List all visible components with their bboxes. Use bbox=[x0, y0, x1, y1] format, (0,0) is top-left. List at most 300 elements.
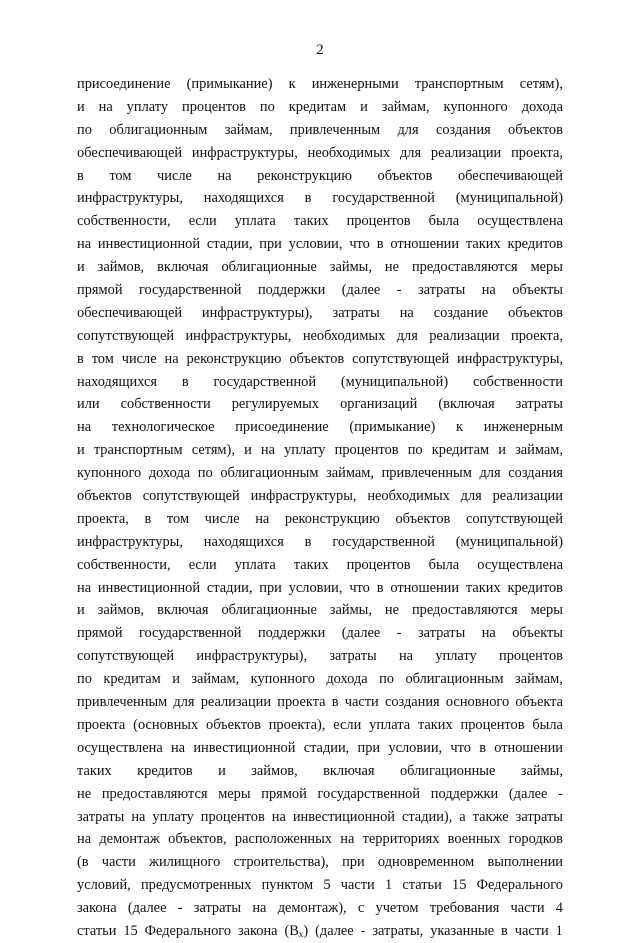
word: по bbox=[259, 98, 275, 115]
word: инфраструктуры, bbox=[185, 327, 292, 344]
word: что bbox=[450, 739, 471, 756]
word: осуществлена bbox=[77, 739, 163, 756]
word: кредитов bbox=[507, 579, 563, 596]
word: сопутствующей bbox=[77, 648, 175, 665]
word: статьи bbox=[77, 922, 117, 939]
word: на bbox=[260, 442, 275, 459]
word: государственной bbox=[317, 785, 421, 802]
word: затраты bbox=[193, 900, 242, 917]
word: процентов bbox=[499, 648, 563, 665]
word: находящихся bbox=[77, 373, 158, 390]
word: (основных bbox=[133, 716, 199, 733]
word: части bbox=[340, 877, 375, 894]
word: проекта bbox=[277, 694, 326, 711]
word: облигационным bbox=[220, 465, 319, 482]
word: транспортным bbox=[93, 442, 183, 459]
text-line bbox=[77, 485, 563, 508]
word: числе bbox=[204, 510, 240, 527]
word: (далее bbox=[341, 282, 381, 299]
word: процентов bbox=[334, 442, 399, 459]
word: демонтаж bbox=[99, 831, 160, 848]
word: присоединение bbox=[77, 76, 171, 92]
word: займам, bbox=[191, 671, 240, 688]
word: собственности bbox=[472, 373, 563, 390]
word: облигационным bbox=[405, 671, 504, 688]
word: в bbox=[501, 922, 508, 939]
word: к bbox=[456, 419, 463, 436]
word: сопутствующей bbox=[142, 488, 240, 505]
word: к bbox=[288, 76, 296, 92]
word: учетом bbox=[375, 900, 419, 917]
text-line bbox=[77, 691, 563, 714]
word: дохода bbox=[326, 671, 368, 688]
word: при bbox=[357, 739, 381, 756]
word: поддержки bbox=[257, 282, 326, 299]
word: таких bbox=[465, 236, 501, 253]
word: инфраструктуры), bbox=[201, 304, 313, 321]
word: указанные bbox=[430, 922, 495, 939]
word: для bbox=[399, 144, 422, 161]
body-text bbox=[77, 73, 563, 943]
word: осуществлена bbox=[477, 556, 563, 573]
word: займы, bbox=[329, 259, 372, 276]
word: реконструкцию bbox=[257, 167, 352, 184]
text-line bbox=[77, 806, 563, 829]
word: обеспечивающей bbox=[457, 167, 563, 184]
word: таких bbox=[77, 762, 112, 779]
word: займов, bbox=[97, 259, 145, 276]
page-number: 2 bbox=[316, 42, 324, 58]
word: в bbox=[304, 533, 312, 550]
word: при bbox=[342, 854, 365, 871]
word: займам, bbox=[326, 465, 374, 482]
word: также bbox=[472, 808, 509, 825]
text-line bbox=[77, 416, 563, 439]
word: сопутствующей bbox=[465, 510, 563, 527]
word: необходимых bbox=[307, 144, 391, 161]
word: 15 bbox=[123, 922, 138, 939]
word: (далее bbox=[508, 785, 548, 802]
text-line bbox=[77, 302, 563, 325]
word: реконструкцию bbox=[186, 350, 282, 367]
word: по bbox=[379, 671, 394, 688]
word: кредитам bbox=[431, 442, 490, 459]
word: инфраструктуры, bbox=[457, 350, 563, 367]
word: процентов bbox=[460, 716, 525, 733]
word: на bbox=[170, 739, 186, 756]
word: выполнении bbox=[487, 854, 563, 871]
word: по bbox=[407, 442, 423, 459]
word: предоставляются bbox=[101, 785, 208, 802]
word: проекта), bbox=[268, 716, 326, 733]
word: объектов bbox=[377, 167, 433, 184]
word: не bbox=[77, 785, 92, 802]
word: затраты bbox=[515, 808, 563, 825]
word: на bbox=[481, 282, 496, 299]
word: уплату bbox=[152, 808, 194, 825]
word: собственности bbox=[120, 396, 211, 413]
word: условии, bbox=[388, 739, 443, 756]
word: прямой bbox=[77, 282, 123, 299]
word: - bbox=[360, 922, 366, 939]
word: необходимых bbox=[302, 327, 386, 344]
word: кредитов bbox=[137, 762, 193, 779]
word: облигационные bbox=[221, 602, 317, 619]
word: инфраструктуры), bbox=[196, 648, 308, 665]
word: меры bbox=[530, 602, 563, 619]
word: (муниципальной) bbox=[455, 533, 563, 550]
word: если bbox=[188, 556, 217, 573]
word: 1 bbox=[384, 877, 393, 894]
subscript: х bbox=[298, 928, 304, 939]
word: привлеченным bbox=[289, 121, 381, 138]
word: уплату bbox=[435, 648, 477, 665]
word: на bbox=[255, 510, 270, 527]
word: отношении bbox=[390, 579, 460, 596]
word: займам, bbox=[381, 98, 430, 115]
word: 4 bbox=[555, 900, 563, 917]
word: пунктом bbox=[261, 877, 314, 894]
word: таких bbox=[417, 716, 453, 733]
word: займов, bbox=[251, 762, 298, 779]
word: и bbox=[218, 762, 226, 779]
word: предоставляются bbox=[411, 259, 518, 276]
word: государственной bbox=[213, 373, 317, 390]
word: в bbox=[376, 236, 384, 253]
text-line bbox=[77, 187, 563, 210]
word: жилищного bbox=[149, 854, 221, 871]
text-line bbox=[77, 96, 563, 119]
word: инженерным bbox=[483, 419, 563, 436]
word: для bbox=[460, 488, 482, 505]
word-with-subscript: $(В_х)$ bbox=[284, 922, 309, 939]
word: государственной bbox=[138, 282, 242, 299]
text-line bbox=[77, 256, 563, 279]
word: займов, bbox=[97, 602, 145, 619]
word: облигационным bbox=[109, 121, 208, 138]
word: на bbox=[252, 900, 267, 917]
word: на bbox=[77, 419, 92, 436]
word: городков bbox=[508, 831, 563, 848]
word: проекта, bbox=[511, 144, 563, 161]
word: осуществлена bbox=[477, 213, 563, 230]
word: объектов bbox=[508, 121, 563, 138]
word: поддержки bbox=[430, 785, 499, 802]
text-line bbox=[77, 874, 563, 897]
word: (далее bbox=[127, 900, 167, 917]
word: и bbox=[77, 98, 85, 115]
word: создания bbox=[508, 465, 563, 482]
text-line bbox=[77, 393, 563, 416]
word: объектов bbox=[508, 304, 563, 321]
word: на bbox=[77, 236, 92, 253]
word: включая bbox=[323, 762, 375, 779]
word: и bbox=[244, 442, 252, 459]
word: присоединение bbox=[235, 419, 329, 436]
text-line bbox=[77, 760, 563, 783]
word: при bbox=[259, 579, 282, 596]
word: займам, bbox=[224, 121, 273, 138]
word: таких bbox=[465, 579, 501, 596]
word: на bbox=[399, 304, 414, 321]
word: инвестиционной bbox=[193, 739, 296, 756]
text-line bbox=[77, 279, 563, 302]
word: расположенных bbox=[234, 831, 332, 848]
word: прямой bbox=[77, 625, 123, 642]
word: для bbox=[396, 327, 418, 344]
word: или bbox=[77, 396, 100, 413]
word: уплату bbox=[126, 98, 169, 115]
word: затраты bbox=[515, 396, 563, 413]
word: 1 bbox=[555, 922, 563, 939]
text-line bbox=[77, 325, 563, 348]
text-line bbox=[77, 531, 563, 554]
word: кредитам bbox=[288, 98, 347, 115]
word: дохода bbox=[521, 98, 563, 115]
word: уплата bbox=[234, 556, 276, 573]
word: привлеченным bbox=[381, 465, 472, 482]
word: реализации bbox=[492, 488, 563, 505]
word: займам, bbox=[515, 671, 563, 688]
text-line bbox=[77, 851, 563, 874]
word: займы, bbox=[329, 602, 372, 619]
word: (в bbox=[77, 854, 89, 871]
word: что bbox=[349, 236, 370, 253]
word: и bbox=[360, 98, 368, 115]
word: не bbox=[384, 259, 399, 276]
word: объектов bbox=[395, 510, 451, 527]
word: в bbox=[479, 739, 486, 756]
word: купонного bbox=[77, 465, 142, 482]
text-line bbox=[77, 577, 563, 600]
text-line bbox=[77, 828, 563, 851]
word: меры bbox=[530, 259, 563, 276]
text-line bbox=[77, 737, 563, 760]
text-line bbox=[77, 599, 563, 622]
word: кредитам bbox=[103, 671, 161, 688]
word: затраты, bbox=[372, 922, 424, 939]
word: на bbox=[398, 648, 414, 665]
word: меры bbox=[218, 785, 251, 802]
word: была bbox=[428, 213, 460, 230]
word: проекта, bbox=[511, 327, 563, 344]
word: собственности, bbox=[77, 213, 171, 230]
word: сопутствующей bbox=[352, 350, 450, 367]
word: 5 bbox=[323, 877, 331, 894]
word: (далее bbox=[341, 625, 381, 642]
word: в bbox=[181, 373, 189, 390]
text-line bbox=[77, 348, 563, 371]
word: организаций bbox=[340, 396, 418, 413]
word: в bbox=[331, 694, 339, 711]
text-line bbox=[77, 897, 563, 920]
word: создания bbox=[384, 694, 440, 711]
word: и bbox=[498, 442, 506, 459]
word: демонтаж), bbox=[277, 900, 347, 917]
text-line bbox=[77, 462, 563, 485]
word: стадии, bbox=[206, 236, 253, 253]
text-line bbox=[77, 165, 563, 188]
word: государственной bbox=[332, 533, 435, 550]
word: в bbox=[304, 190, 312, 207]
word: если bbox=[333, 716, 362, 733]
word: обеспечивающей bbox=[77, 144, 183, 161]
word: сетям), bbox=[519, 76, 563, 92]
word: и bbox=[77, 442, 85, 459]
word: - bbox=[177, 900, 183, 917]
word: части bbox=[510, 900, 545, 917]
word: инвестиционной bbox=[97, 579, 201, 596]
word: (примыкание) bbox=[186, 76, 273, 92]
word: в bbox=[144, 510, 152, 527]
word: технологическое bbox=[111, 419, 215, 436]
text-line bbox=[77, 233, 563, 256]
word: при bbox=[259, 236, 282, 253]
word: дохода bbox=[148, 465, 191, 482]
word: включая bbox=[157, 259, 209, 276]
word: и bbox=[172, 671, 180, 688]
text-line bbox=[77, 73, 563, 96]
word: на bbox=[217, 167, 232, 184]
word: реконструкцию bbox=[284, 510, 380, 527]
word: на bbox=[98, 98, 113, 115]
word: не bbox=[384, 602, 399, 619]
word: отношении bbox=[390, 236, 460, 253]
word: 15 bbox=[452, 877, 467, 894]
word: по bbox=[77, 121, 92, 138]
word: находящихся bbox=[203, 190, 284, 207]
word: инвестиционной bbox=[292, 808, 395, 825]
word: том bbox=[91, 350, 114, 367]
word: реализации bbox=[430, 144, 502, 161]
word: инфраструктуры, bbox=[77, 533, 183, 550]
word: статьи bbox=[402, 877, 442, 894]
word: для bbox=[173, 694, 195, 711]
word: части bbox=[344, 694, 379, 711]
word: строительства), bbox=[233, 854, 329, 871]
word: находящихся bbox=[203, 533, 284, 550]
word: на bbox=[271, 808, 286, 825]
word: (муниципальной) bbox=[340, 373, 449, 390]
word: основного bbox=[445, 694, 510, 711]
word: уплату bbox=[284, 442, 326, 459]
word: создания bbox=[435, 121, 491, 138]
text-line bbox=[77, 439, 563, 462]
word: в bbox=[376, 579, 384, 596]
word: инвестиционной bbox=[97, 236, 201, 253]
word: том bbox=[109, 167, 132, 184]
word: на bbox=[131, 808, 146, 825]
word: и bbox=[77, 602, 85, 619]
word: с bbox=[357, 900, 365, 917]
word: предоставляются bbox=[411, 602, 518, 619]
word: одновременном bbox=[377, 854, 475, 871]
word: по bbox=[77, 671, 92, 688]
word: стадии, bbox=[303, 739, 350, 756]
word: объектов bbox=[206, 716, 261, 733]
text-line bbox=[77, 645, 563, 668]
word: транспортным bbox=[414, 76, 504, 92]
word: уплата bbox=[234, 213, 276, 230]
word: купонного bbox=[443, 98, 508, 115]
word: объекты bbox=[512, 625, 563, 642]
text-line bbox=[77, 668, 563, 691]
word: на bbox=[77, 831, 92, 848]
word: части bbox=[101, 854, 136, 871]
text-line bbox=[77, 119, 563, 142]
word: государственной bbox=[332, 190, 435, 207]
word: инженерными bbox=[311, 76, 399, 92]
word: стадии, bbox=[206, 579, 253, 596]
word: была bbox=[428, 556, 460, 573]
word: числе bbox=[121, 350, 157, 367]
text-line bbox=[77, 714, 563, 737]
word: реализации bbox=[429, 327, 500, 344]
word: таких bbox=[293, 213, 329, 230]
word: - bbox=[396, 282, 402, 299]
word: объектов, bbox=[168, 831, 227, 848]
word: объектов bbox=[77, 488, 132, 505]
word: процентов bbox=[346, 213, 411, 230]
word: для bbox=[479, 465, 501, 482]
word: процентов bbox=[200, 808, 265, 825]
word: проекта, bbox=[77, 510, 129, 527]
word: части bbox=[514, 922, 549, 939]
word: затраты bbox=[417, 625, 466, 642]
word: включая bbox=[157, 602, 209, 619]
word: закона bbox=[237, 922, 278, 939]
text-line bbox=[77, 554, 563, 577]
word: условии, bbox=[288, 236, 343, 253]
word: (примыкание) bbox=[349, 419, 436, 436]
word: облигационные bbox=[399, 762, 496, 779]
word: инфраструктуры, bbox=[250, 488, 357, 505]
word: на bbox=[340, 831, 355, 848]
word: по bbox=[197, 465, 213, 482]
word: предусмотренных bbox=[140, 877, 252, 894]
word: условии, bbox=[288, 579, 343, 596]
word: обеспечивающей bbox=[77, 304, 183, 321]
word: затраты bbox=[77, 808, 125, 825]
word: займам, bbox=[515, 442, 563, 459]
word: - bbox=[558, 785, 563, 802]
word: прямой bbox=[261, 785, 307, 802]
word: займы, bbox=[520, 762, 563, 779]
word: государственной bbox=[138, 625, 242, 642]
word: привлеченным bbox=[77, 694, 168, 711]
word: затраты bbox=[329, 648, 377, 665]
word: инфраструктуры, bbox=[191, 144, 298, 161]
text-line bbox=[77, 508, 563, 531]
word: условий, bbox=[77, 877, 131, 894]
word: процентов bbox=[182, 98, 246, 115]
word: уплата bbox=[369, 716, 411, 733]
word: территориях bbox=[362, 831, 440, 848]
word: на bbox=[164, 350, 179, 367]
word: закона bbox=[77, 900, 117, 917]
word: была bbox=[532, 716, 563, 733]
word: поддержки bbox=[257, 625, 326, 642]
text-line bbox=[77, 142, 563, 165]
word: облигационные bbox=[221, 259, 317, 276]
word: создание bbox=[433, 304, 489, 321]
word: кредитов bbox=[507, 236, 563, 253]
word: объектов bbox=[289, 350, 345, 367]
word: (муниципальной) bbox=[455, 190, 563, 207]
word: на bbox=[481, 625, 496, 642]
word: сетям), bbox=[191, 442, 235, 459]
word: (включая bbox=[438, 396, 495, 413]
